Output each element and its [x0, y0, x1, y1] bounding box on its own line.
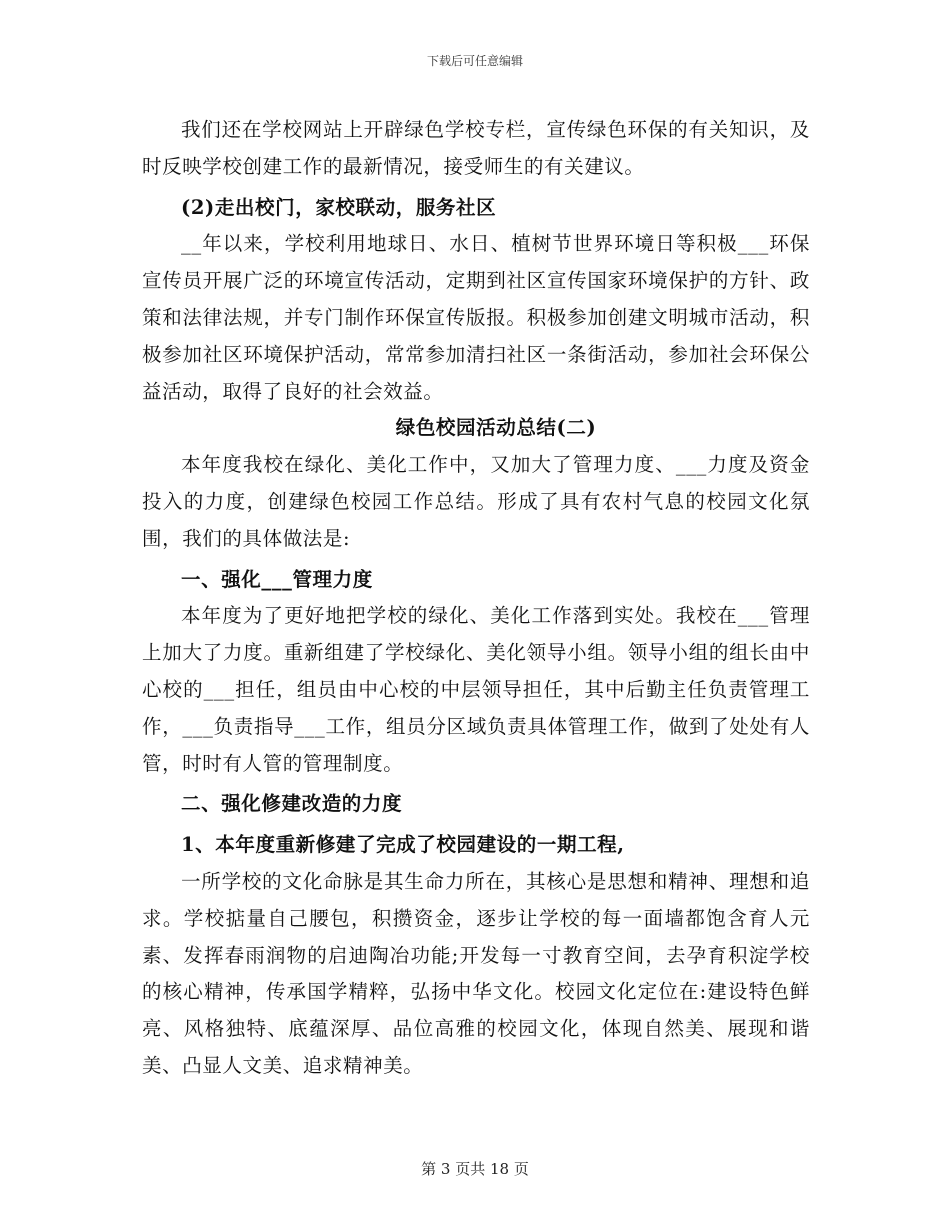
paragraph-annual-overview: 本年度我校在绿化、美化工作中，又加大了管理力度、___力度及资金投入的力度，创建绿色校园工作总结。形成了具有农村气息的校园文化氛围，我们的具体做法是:	[142, 453, 810, 550]
heading-community-service: (2)走出校门，家校联动，服务社区	[181, 195, 497, 219]
section-title-summary-two: 绿色校园活动总结(二)	[395, 416, 597, 440]
page-header: 下载后可任意编辑	[426, 54, 523, 68]
heading-management: 一、强化___管理力度	[181, 567, 373, 591]
paragraph-school-culture: 一所学校的文化命脉是其生命力所在，其核心是思想和精神、理想和追求。学校掂量自己腰包，积攒资金，逐步让学校的每一面墙都饱含育人元素、发挥春雨润物的启迪陶冶功能;开发每一寸教育空间，去孕育积淀学校的核心精神，传承国学精粹，弘扬中华文化。校园文化定位在:建设特色鲜亮、风格独特、底蕴深厚、品位高雅的校园文化，体现自然美、展现和谐美、凸显人文美、追求精神美。	[142, 869, 810, 1077]
page-footer: 第 3 页共 18 页	[421, 1160, 529, 1178]
paragraph-environment-activities: __年以来，学校利用地球日、水日、植树节世界环境日等积极___环保宣传员开展广泛的环境宣传活动，定期到社区宣传国家环境保护的方针、政策和法律法规，并专门制作环保宣传版报。积极参加创建文明城市活动，积极参加社区环境保护活动，常常参加清扫社区一条街活动，参加社会环保公益活动，取得了良好的社会效益。	[142, 232, 810, 403]
heading-phase-one-project: 1、本年度重新修建了完成了校园建设的一期工程,	[181, 833, 625, 857]
paragraph-website-column: 我们还在学校网站上开辟绿色学校专栏，宣传绿色环保的有关知识，及时反映学校创建工作的最新情况，接受师生的有关建议。	[142, 118, 810, 178]
heading-construction: 二、强化修建改造的力度	[181, 792, 403, 816]
document-body	[142, 112, 810, 1085]
paragraph-management-details: 本年度为了更好地把学校的绿化、美化工作落到实处。我校在___管理上加大了力度。重新组建了学校绿化、美化领导小组。领导小组的组长由中心校的___担任，组员由中心校的中层领导担任，其中后勤主任负责管理工作，___负责指导___工作，组员分区域负责具体管理工作，做到了处处有人管，时时有人管的管理制度。	[142, 604, 810, 775]
